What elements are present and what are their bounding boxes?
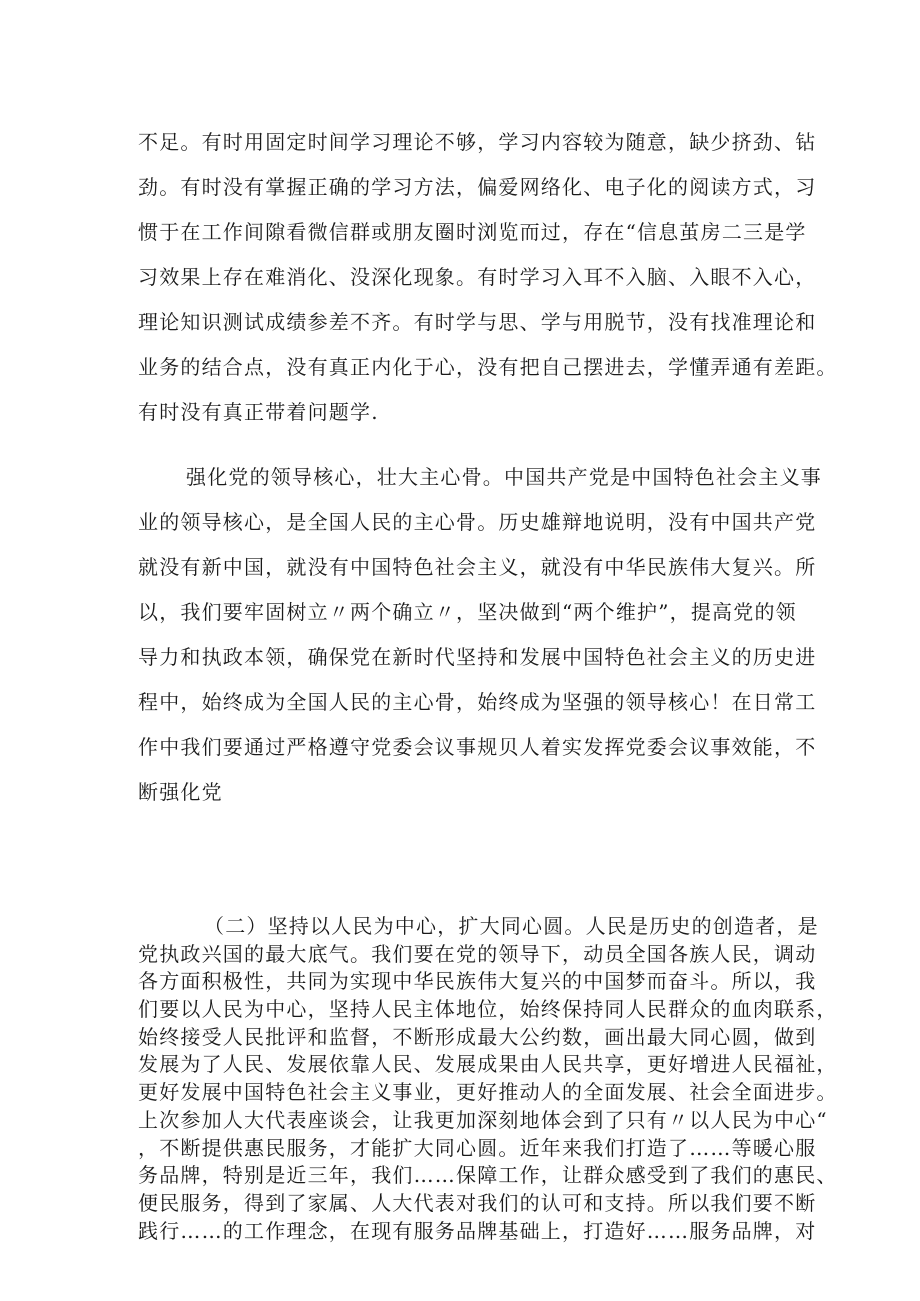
text-line: 不足。有时用固定时间学习理论不够，学习内容较为随意，缺少挤劲、钻 (138, 130, 817, 154)
text-line: 发展为了人民、发展依靠人民、发展成果由人民共享，更好增进人民福祉， (138, 1052, 838, 1077)
text-line: 上次参加人大代表座谈会，让我更加深刻地体会到了只有〃以人民为中心“ (138, 1107, 828, 1132)
text-line: 劲。有时没有掌握正确的学习方法，偏爱网络化、电子化的阅读方式，习 (138, 175, 817, 199)
paragraph-study-shortcomings (138, 120, 838, 435)
text-line: 业的领导核心，是全国人民的主心骨。历史雄辩地说明，没有中国共产党 (138, 510, 817, 534)
text-line: 始终接受人民批评和监督，不断形成最大公约数，画出最大同心圆，做到 (138, 1024, 817, 1049)
paragraph-people-centered (138, 913, 838, 1245)
text-line: 有时没有真正带着问题学. (138, 400, 379, 424)
text-line: 惯于在工作间隙看微信群或朋友圈时浏览而过，存在“信息茧房二三是学 (138, 220, 807, 244)
text-line: 便民服务，得到了家属、人大代表对我们的认可和支持。所以我们要不断 (138, 1190, 817, 1215)
text-line: 作中我们要通过严格遵守党委会议事规贝人着实发挥党委会议事效能，不 (138, 735, 817, 759)
text-line: 理论知识测试成绩参差不齐。有时学与思、学与用脱节，没有找准理论和 (138, 310, 817, 334)
text-line: 强化党的领导核心，壮大主心骨。中国共产党是中国特色社会主义事 (186, 465, 822, 489)
text-line: 导力和执政本领，确保党在新时代坚持和发展中国特色社会主义的历史进 (138, 645, 817, 669)
text-line: 程中，始终成为全国人民的主心骨，始终成为坚强的领导核心！在日常工 (138, 690, 817, 714)
text-line: 业务的结合点，没有真正内化于心，没有把自己摆进去，学懂弄通有差距。 (138, 355, 838, 379)
text-line: 各方面积极性，共同为实现中华民族伟大复兴的中国梦而奋斗。所以，我 (138, 969, 817, 994)
text-line: （二）坚持以人民为中心，扩大同心圆。人民是历史的创造者，是 (204, 914, 819, 938)
text-line: 更好发展中国特色社会主义事业，更好推动人的全面发展、社会全面进步。 (138, 1080, 838, 1105)
paragraph-party-leadership (138, 455, 822, 815)
text-line: 习效果上存在难消化、没深化现象。有时学习入耳不入脑、入眼不入心， (138, 265, 817, 289)
text-line: 务品牌，特别是近三年，我们……保障工作，让群众感受到了我们的惠民、 (138, 1163, 838, 1188)
text-line: 就没有新中国，就没有中国特色社会主义，就没有中华民族伟大复兴。所 (138, 555, 817, 579)
text-line: 践行……的工作理念，在现有服务品牌基础上，打造好……服务品牌，对 (138, 1218, 817, 1243)
text-line: 断强化党 (138, 780, 223, 804)
text-line: ，不断提供惠民服务，才能扩大同心圆。近年来我们打造了……等暖心服 (138, 1135, 817, 1160)
text-line: 党执政兴国的最大底气。我们要在党的领导下，动员全国各族人民，调动 (138, 941, 817, 966)
text-line: 们要以人民为中心，坚持人民主体地位，始终保持同人民群众的血肉联系， (138, 997, 838, 1022)
text-line: 以，我们要牢固树立〃两个确立〃，坚决做到“两个维护”，提高党的领 (138, 600, 797, 624)
